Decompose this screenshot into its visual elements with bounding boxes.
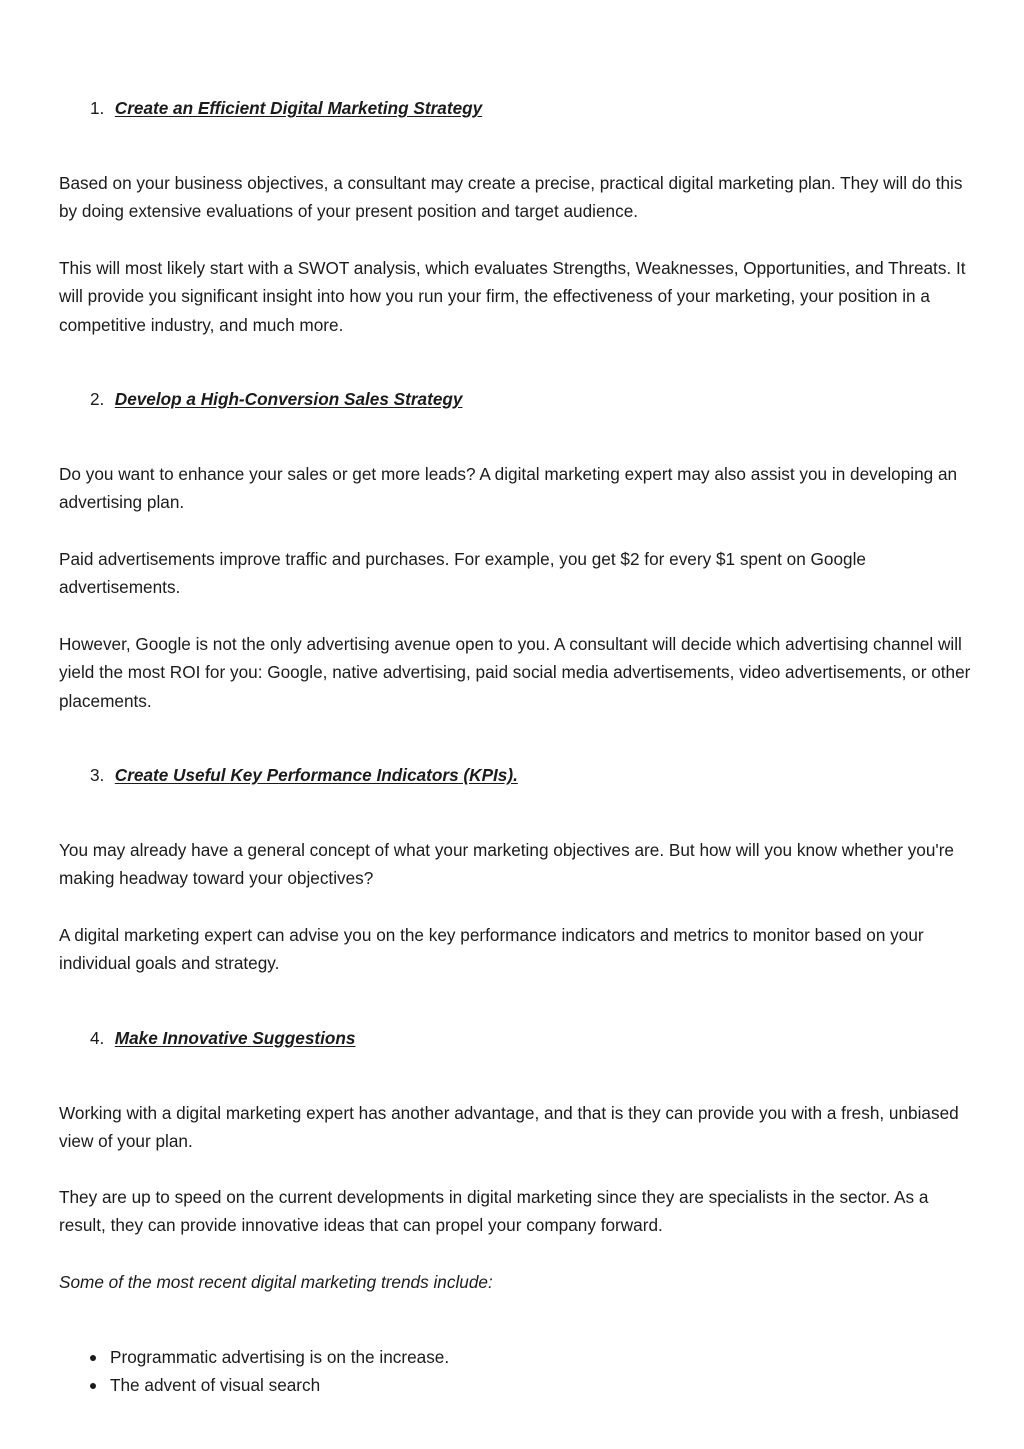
- trends-list: [59, 1343, 974, 1400]
- section-title-link[interactable]: Create an Efficient Digital Marketing Strategy: [114, 98, 483, 118]
- list-item-text: Programmatic advertising is on the increase.: [110, 1347, 450, 1367]
- trends-intro: Some of the most recent digital marketing trends include:: [59, 1272, 493, 1292]
- section-heading-1: [90, 94, 950, 122]
- section-title-link[interactable]: Develop a High-Conversion Sales Strategy: [114, 389, 463, 409]
- section-heading-2: [90, 385, 950, 413]
- section-title-link[interactable]: Create Useful Key Performance Indicators (KPIs).: [114, 765, 518, 785]
- section-heading-4: [90, 1024, 950, 1052]
- bullet-icon: [90, 1355, 96, 1361]
- list-item: [59, 1343, 974, 1371]
- paragraph: A digital marketing expert can advise you on the key performance indicators and metrics to monitor based on your individual goals and strategy.: [59, 925, 924, 974]
- section-number: 3.: [90, 765, 105, 785]
- list-item: [59, 1371, 974, 1399]
- bullet-icon: [90, 1383, 96, 1389]
- paragraph: However, Google is not the only advertising avenue open to you. A consultant will decide which advertising channel will yield the most ROI for you: Google, native advertising, paid social media advertisements, video advertisements, or other placements.: [59, 634, 971, 711]
- section-number: 2.: [90, 389, 105, 409]
- paragraph: Based on your business objectives, a consultant may create a precise, practical digital marketing plan. They will do this by doing extensive evaluations of your present position and target audience.: [59, 173, 963, 222]
- paragraph: Do you want to enhance your sales or get more leads? A digital marketing expert may also assist you in developing an advertising plan.: [59, 464, 958, 513]
- paragraph: You may already have a general concept of what your marketing objectives are. But how will you know whether you're making headway toward your objectives?: [59, 840, 954, 889]
- list-item-text: The advent of visual search: [110, 1375, 321, 1396]
- paragraph: They are up to speed on the current developments in digital marketing since they are specialists in the sector. As a result, they can provide innovative ideas that can propel your company forward.: [59, 1187, 929, 1236]
- paragraph: Working with a digital marketing expert has another advantage, and that is they can provide you with a fresh, unbiased view of your plan.: [59, 1103, 959, 1152]
- section-number: 4.: [90, 1028, 105, 1048]
- section-number: 1.: [90, 98, 105, 118]
- section-title-link[interactable]: Make Innovative Suggestions: [114, 1028, 356, 1048]
- section-heading-3: [90, 761, 950, 789]
- paragraph: Paid advertisements improve traffic and purchases. For example, you get $2 for every $1 spent on Google advertisements.: [59, 549, 866, 598]
- paragraph: This will most likely start with a SWOT analysis, which evaluates Strengths, Weaknesses, Opportunities, and Threats. It will provide you significant insight into how you run your firm, the effectiveness of your marketing, your position in a competitive industry, and much more.: [59, 258, 966, 335]
